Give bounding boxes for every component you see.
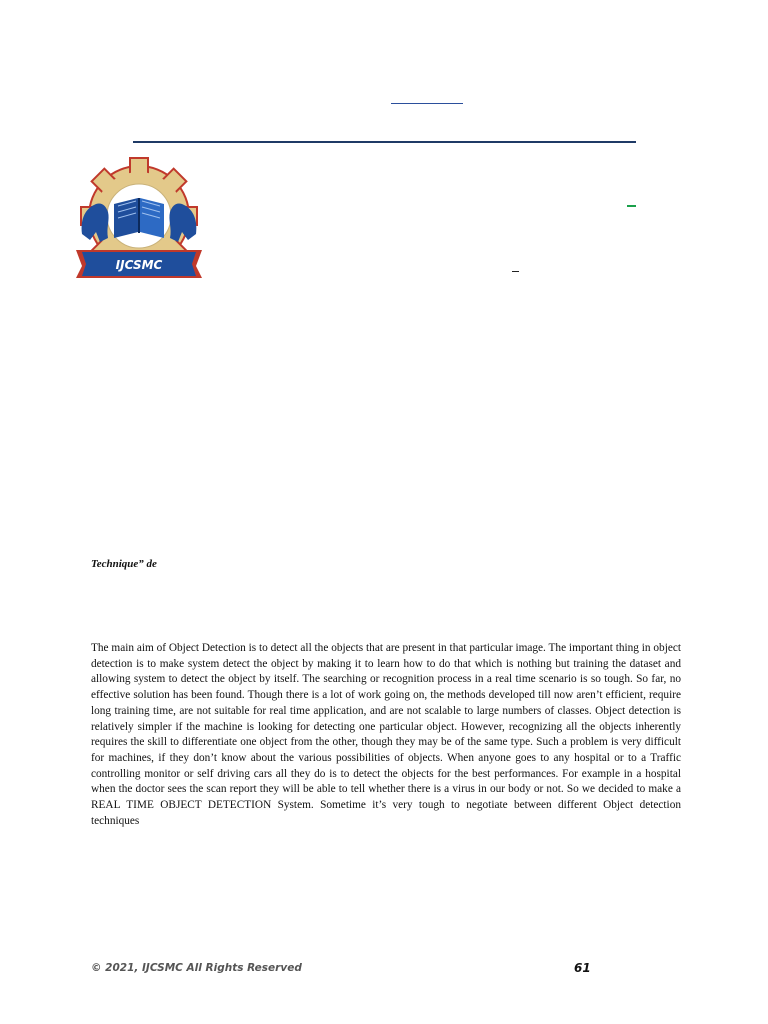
abstract-paragraph: The main aim of Object Detection is to detect all the objects that are present in that particular image. The important thing in object detection is to make system detect the object by making it to learn how to do that which is nothing but training the dataset and allowing system to detect the object by itself. The searching or recognition process in a real time scenario is so tough. So far, no effective solution has been found. Though there is a lot of work going on, the methods developed till now aren’t efficient, require long training time, are not suitable for real time application, and are not scalable to large numbers of classes. Object detection is relatively simpler if the machine is looking for detecting one particular object. However, recognizing all the objects inherently requires the skill to differentiate one object from the other, though they may be of the same type. Such a problem is very difficult for machines, if they don’t know about the various possibilities of objects. When anyone goes to any hospital or to a Traffic controlling monitor or self driving cars all they do is to detect the objects for the best performances. For example in a hospital when the doctor sees the scan report they will be able to tell whether there is a virus in our body or not. So we decided to make a REAL TIME OBJECT DETECTION System. Sometime it’s very tough to negotiate between different Object detection techniques — [91, 642, 681, 827]
ijcsmc-logo — [72, 156, 206, 290]
page-number: 61 — [574, 961, 591, 975]
green-underscore-mark — [627, 205, 636, 207]
header-divider — [133, 141, 636, 143]
header-link-underline[interactable] — [391, 103, 463, 104]
underscore-mark — [512, 271, 519, 272]
book-icon — [114, 198, 164, 238]
title-fragment: Technique” de — [91, 558, 157, 570]
footer-copyright: © 2021, IJCSMC All Rights Reserved — [91, 962, 302, 974]
logo-text: IJCSMC — [115, 258, 163, 272]
